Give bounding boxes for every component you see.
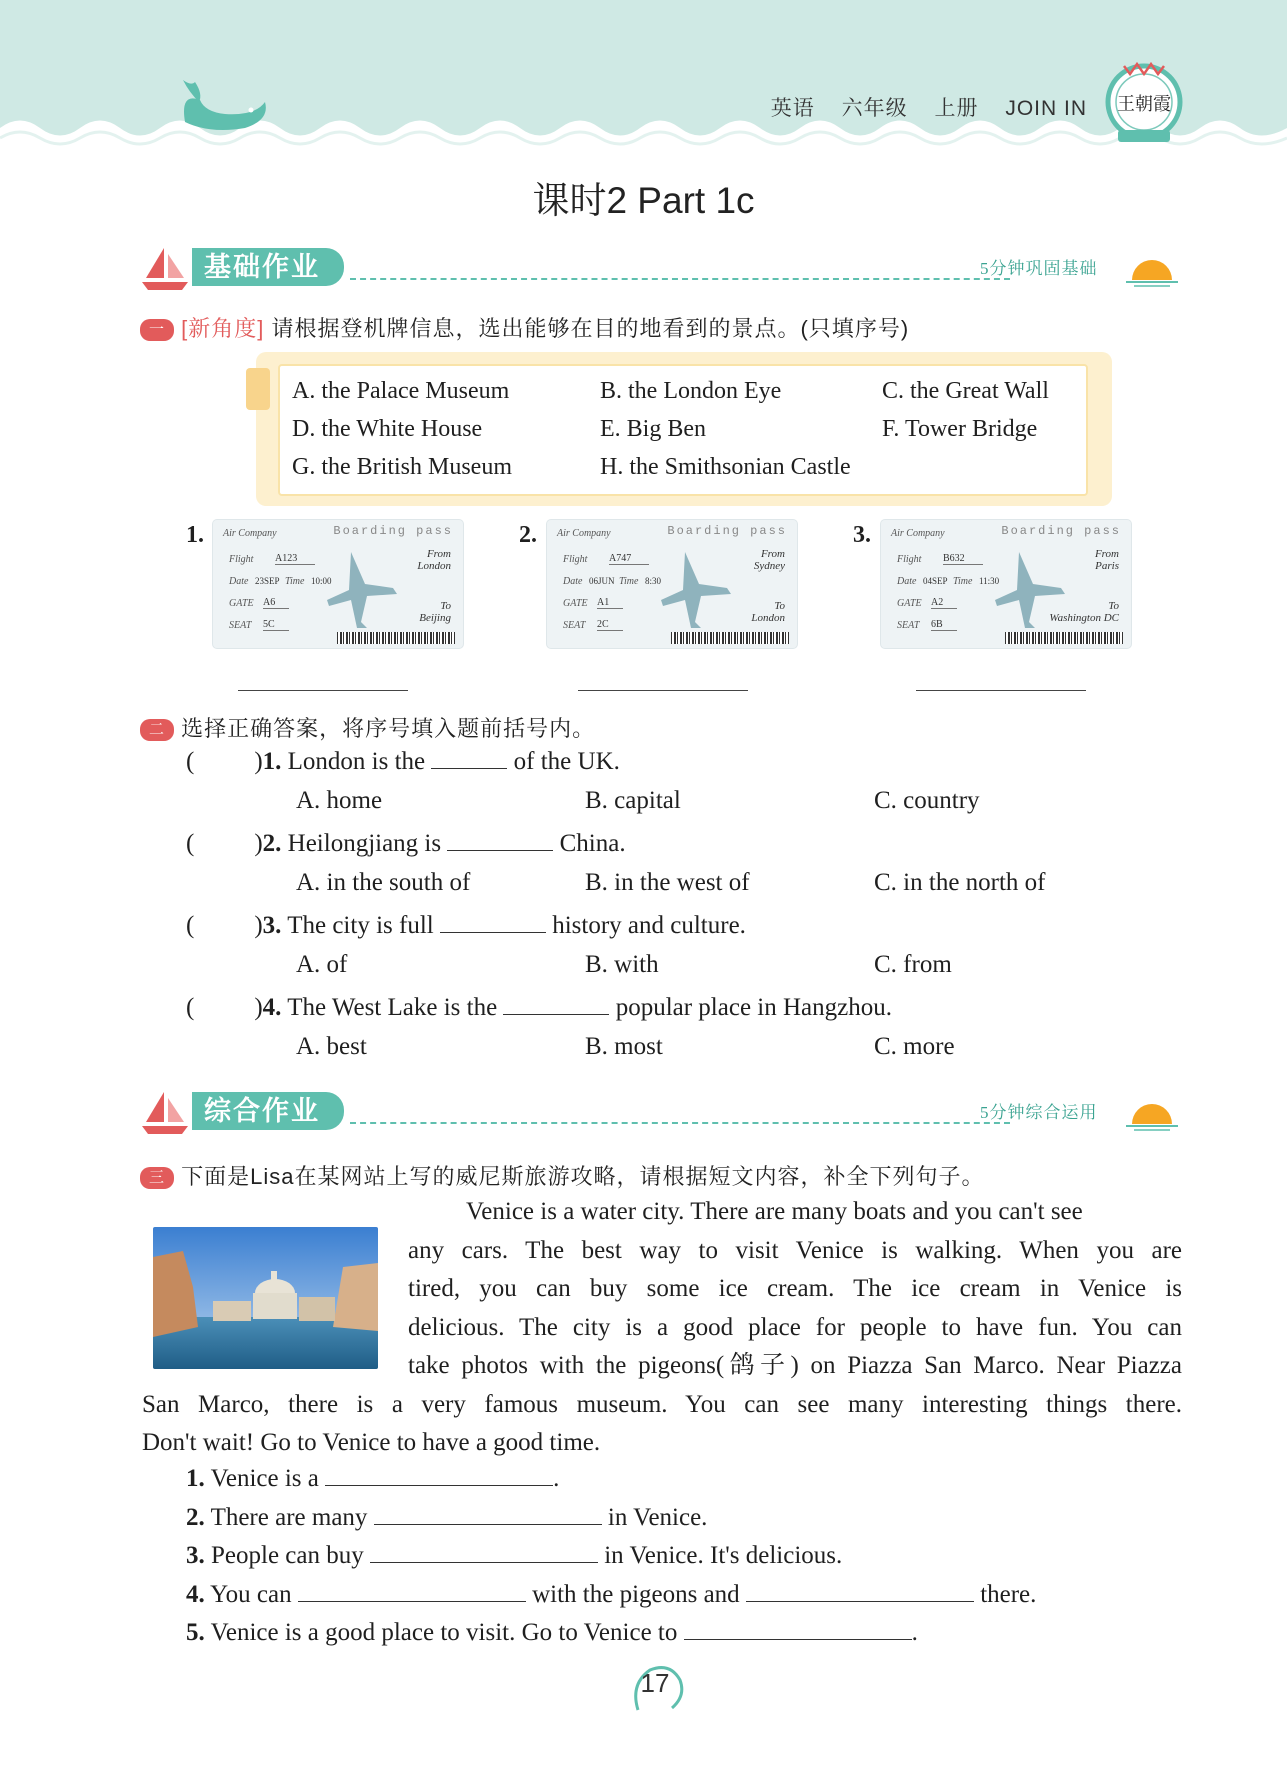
pass-from: From Paris: [1094, 548, 1119, 572]
passage-line-4: delicious. The city is a good place for people to have fun. You can: [408, 1314, 1182, 1341]
time-label: Time: [953, 576, 973, 587]
q2-instruction-line: [140, 712, 595, 743]
option-b: B. the London Eye: [600, 378, 782, 404]
seat-label: SEAT: [563, 620, 586, 631]
mc-2-option-b: B. in the west of: [585, 869, 750, 896]
section1-note: 5分钟巩固基础: [980, 259, 1098, 278]
pass-to: To London: [751, 600, 785, 624]
mc-question-2: ( )2. Heilongjiang is China.: [186, 830, 626, 857]
blank[interactable]: [503, 1014, 609, 1015]
fill-sentence-2: 2. There are many in Venice.: [186, 1504, 708, 1531]
header-volume: 上册: [934, 97, 979, 120]
sunset-icon: [1124, 1096, 1180, 1132]
mc-3-option-c: C. from: [874, 951, 952, 978]
flight-label: Flight: [563, 554, 588, 565]
seat-label: SEAT: [229, 620, 252, 631]
passage-line-3: tired, you can buy some ice cream. The ice cream in Venice is: [408, 1275, 1182, 1302]
time-value: 11:30: [979, 576, 1000, 586]
answer-line-3[interactable]: [916, 690, 1086, 691]
passage-line-2: any cars. The best way to visit Venice is walking. When you are: [408, 1237, 1182, 1264]
q3-instruction-line: [140, 1160, 985, 1191]
section2-banner: [140, 1088, 1180, 1138]
sailboat-icon: [140, 1088, 190, 1138]
pass-to: To Beijing: [419, 600, 451, 624]
options-tab: [246, 368, 270, 410]
section2-divider: [350, 1122, 1010, 1124]
mc-1-option-c: C. country: [874, 787, 980, 814]
mc-4-option-c: C. more: [874, 1033, 955, 1060]
gate-value: A6: [263, 597, 289, 609]
section2-title: 综合作业: [192, 1092, 344, 1130]
mc-question-1: ( )1. London is the of the UK.: [186, 748, 620, 775]
flight-label: Flight: [897, 554, 922, 565]
brand-name: 王朝霞: [1117, 94, 1171, 115]
option-a: A. the Palace Museum: [292, 378, 510, 404]
fill-blank[interactable]: [684, 1639, 912, 1640]
header-grade: 六年级: [841, 97, 908, 120]
pass-1-number: 1.: [186, 522, 204, 548]
option-e: E. Big Ben: [600, 416, 706, 442]
date-label: Date: [563, 576, 583, 587]
answer-line-1[interactable]: [238, 690, 408, 691]
passage-line-7: Don't wait! Go to Venice to have a good time.: [142, 1429, 601, 1456]
time-value: 10:00: [311, 576, 332, 586]
date-value: 04SEP: [923, 576, 948, 586]
header-subject: 英语: [770, 97, 815, 120]
section1-divider: [350, 278, 1010, 280]
pass-from: From London: [417, 548, 451, 572]
mc-2-option-a: A. in the south of: [296, 869, 471, 896]
fill-blank[interactable]: [370, 1562, 598, 1563]
answer-line-2[interactable]: [578, 690, 748, 691]
boarding-pass-2: [547, 520, 797, 648]
fill-sentence-5: 5. Venice is a good place to visit. Go to Venice to .: [186, 1619, 918, 1646]
time-value: 8:30: [645, 576, 662, 586]
mc-question-4: ( )4. The West Lake is the popular place in Hangzhou.: [186, 994, 892, 1021]
boarding-pass-3: [881, 520, 1131, 648]
mc-4-option-b: B. most: [585, 1033, 663, 1060]
seat-label: SEAT: [897, 620, 920, 631]
blank[interactable]: [440, 932, 546, 933]
mc-4-option-a: A. best: [296, 1033, 367, 1060]
q2-badge: 二: [140, 719, 174, 741]
pass-title: Boarding pass: [667, 524, 787, 538]
seat-value: 5C: [263, 619, 289, 631]
section1-title: 基础作业: [192, 248, 344, 286]
q1-instruction-line: [140, 312, 909, 343]
brand-logo: [1104, 60, 1184, 150]
mc-question-3: ( )3. The city is full history and culture.: [186, 912, 746, 939]
flight-value: A123: [275, 553, 315, 565]
fill-blank[interactable]: [746, 1601, 974, 1602]
sunset-icon: [1124, 252, 1180, 288]
time-label: Time: [285, 576, 305, 587]
date-label: Date: [897, 576, 917, 587]
fill-blank[interactable]: [325, 1485, 553, 1486]
pass-title: Boarding pass: [1001, 524, 1121, 538]
date-value: 06JUN: [589, 576, 615, 586]
pass-company: Air Company: [557, 528, 611, 539]
gate-label: GATE: [229, 598, 254, 609]
passage-line-6: San Marco, there is a very famous museum. You can see many interesting things there.: [142, 1391, 1182, 1418]
pass-to: To Washington DC: [1049, 600, 1119, 624]
passage-line-1: Venice is a water city. There are many boats and you can't see: [466, 1198, 1083, 1225]
flight-label: Flight: [229, 554, 254, 565]
seat-value: 2C: [597, 619, 623, 631]
q2-instruction: 选择正确答案，将序号填入题前括号内。: [181, 716, 596, 741]
mc-3-option-b: B. with: [585, 951, 659, 978]
q3-instruction: 下面是Lisa在某网站上写的威尼斯旅游攻略，请根据短文内容，补全下列句子。: [181, 1164, 985, 1189]
barcode: [1005, 632, 1123, 644]
venice-photo: [153, 1227, 378, 1369]
mc-1-option-a: A. home: [296, 787, 383, 814]
options-panel: [278, 364, 1088, 496]
pass-3-number: 3.: [853, 522, 871, 548]
q3-badge: 三: [140, 1167, 174, 1189]
section2-note: 5分钟综合运用: [980, 1103, 1098, 1122]
flight-value: B632: [943, 553, 983, 565]
pass-company: Air Company: [223, 528, 277, 539]
airplane-icon: [321, 548, 401, 632]
lesson-title: 课时2 Part 1c: [532, 180, 755, 221]
mc-2-option-c: C. in the north of: [874, 869, 1046, 896]
pass-company: Air Company: [891, 528, 945, 539]
passage-line-5: take photos with the pigeons(鸽子) on Piazza San Marco. Near Piazza: [408, 1352, 1182, 1379]
fill-sentence-4: 4. You can with the pigeons and there.: [186, 1581, 1037, 1608]
seat-value: 6B: [931, 619, 957, 631]
blank[interactable]: [431, 768, 507, 769]
fill-sentence-1: 1. Venice is a .: [186, 1465, 560, 1492]
barcode: [671, 632, 789, 644]
option-f: F. Tower Bridge: [882, 416, 1038, 442]
option-h: H. the Smithsonian Castle: [600, 454, 851, 480]
barcode: [337, 632, 455, 644]
pass-title: Boarding pass: [333, 524, 453, 538]
fill-blank[interactable]: [374, 1524, 602, 1525]
option-c: C. the Great Wall: [882, 378, 1049, 404]
q1-tag: [新角度]: [181, 316, 265, 341]
mc-3-option-a: A. of: [296, 951, 348, 978]
airplane-icon: [655, 548, 735, 632]
date-label: Date: [229, 576, 249, 587]
page-number: 17: [640, 1668, 670, 1698]
pass-2-number: 2.: [519, 522, 537, 548]
fill-blank[interactable]: [298, 1601, 526, 1602]
option-g: G. the British Museum: [292, 454, 512, 480]
blank[interactable]: [447, 850, 553, 851]
option-d: D. the White House: [292, 416, 483, 442]
date-value: 23SEP: [255, 576, 280, 586]
mc-1-option-b: B. capital: [585, 787, 681, 814]
gate-value: A1: [597, 597, 623, 609]
pass-from: From Sydney: [753, 548, 785, 572]
q1-badge: 一: [140, 319, 174, 341]
fill-sentence-3: 3. People can buy in Venice. It's delicious.: [186, 1542, 843, 1569]
gate-label: GATE: [897, 598, 922, 609]
gate-label: GATE: [563, 598, 588, 609]
section1-banner: [140, 244, 1180, 294]
header-text: [751, 92, 1087, 122]
sailboat-icon: [140, 244, 190, 294]
whale-icon: [175, 72, 275, 134]
header-edition: JOIN IN: [1005, 97, 1087, 120]
gate-value: A2: [931, 597, 957, 609]
boarding-pass-1: [213, 520, 463, 648]
time-label: Time: [619, 576, 639, 587]
q1-instruction: 请根据登机牌信息，选出能够在目的地看到的景点。(只填序号): [271, 316, 910, 341]
flight-value: A747: [609, 553, 649, 565]
